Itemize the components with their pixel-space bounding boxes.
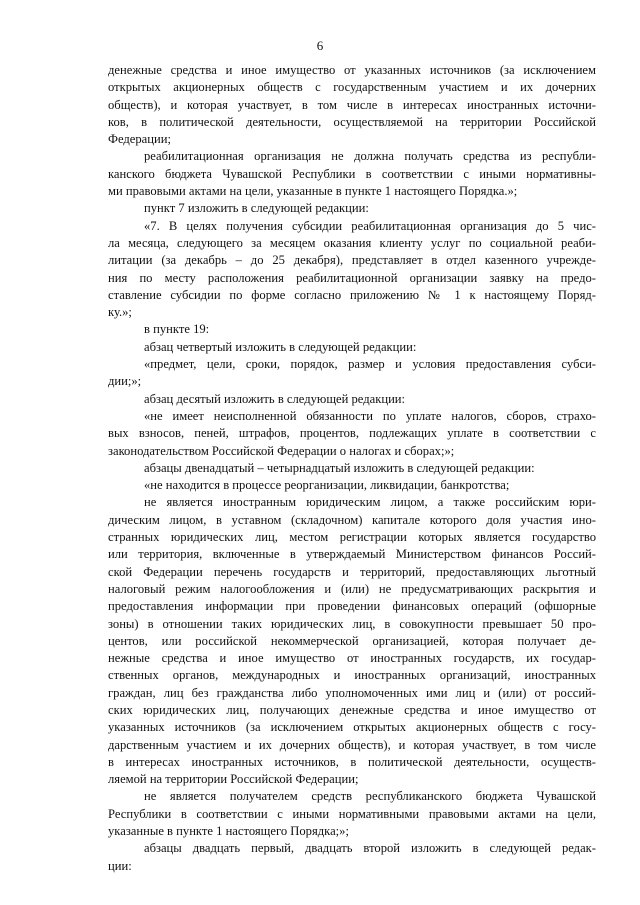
text-line: ции: xyxy=(108,858,132,873)
text-line: нежные средства и иное имущество от иностранных государств, их государ- xyxy=(108,651,596,666)
text-line: открытых акционерных обществ с государственным участием и их дочерних xyxy=(108,80,596,95)
text-line: абзацы двенадцатый – четырнадцатый изложить в следующей редакции: xyxy=(144,460,535,475)
text-line: предоставления информации при проведении финансовых операций (офшорные xyxy=(108,599,596,614)
text-line: ков, в политической деятельности, осуществляемой на территории Российской xyxy=(108,114,596,129)
text-line: ми правовыми актами на цели, указанные в пункте 1 настоящего Порядка.»; xyxy=(108,184,518,199)
text-line: ставление субсидии по форме согласно приложению № 1 к настоящему Поряд- xyxy=(108,287,596,302)
text-line: «не имеет неисполненной обязанности по уплате налогов, сборов, страхо- xyxy=(144,408,596,423)
text-line: не является получателем средств республиканского бюджета Чувашской xyxy=(144,789,596,804)
text-line: пункт 7 изложить в следующей редакции: xyxy=(144,201,369,216)
text-line: законодательством Российской Федерации о налогах и сборах;»; xyxy=(108,443,455,458)
text-line: указанные в пункте 1 настоящего Порядка;»; xyxy=(108,824,349,839)
text-line: абзацы двадцать первый, двадцать второй изложить в следующей редак- xyxy=(144,841,596,856)
text-line: реабилитационная организация не должна получать средства из республи- xyxy=(144,149,596,164)
text-line: «не находится в процессе реорганизации, ликвидации, банкротства; xyxy=(144,478,510,493)
document-body xyxy=(108,62,596,875)
text-line: Республики в соответствии с иными нормативными правовыми актами на цели, xyxy=(108,806,596,821)
text-line: обществ), и которая участвует, в том числе в интересах иностранных источни- xyxy=(108,97,596,112)
text-line: центов, или российской некоммерческой организацией, которая получает де- xyxy=(108,633,596,648)
text-line: странных юридических лиц, местом регистрации которых является государство xyxy=(108,530,596,545)
text-line: налоговый режим налогообложения и (или) не предусматривающих раскрытия и xyxy=(108,581,596,596)
text-line: зоны) в отношении таких юридических лиц, в совокупности превышает 50 про- xyxy=(108,616,596,631)
text-line: ла месяца, следующего за месяцем оказания клиенту услуг по социальной реаби- xyxy=(108,235,596,250)
text-line: ляемой на территории Российской Федерации; xyxy=(108,772,359,787)
text-line: «7. В целях получения субсидии реабилитационная организация до 5 чис- xyxy=(144,218,596,233)
text-line: или территория, включенные в утверждаемый Министерством финансов Россий- xyxy=(108,547,596,562)
text-line: дарственным участием и их дочерних обществ), и которая участвует, в том числе xyxy=(108,737,596,752)
text-line: граждан, лиц без гражданства либо уполномоченных ими лиц и (или) от россий- xyxy=(108,685,596,700)
text-line: канского бюджета Чувашской Республики в соответствии с иными нормативны- xyxy=(108,166,596,181)
text-line: «предмет, цели, сроки, порядок, размер и условия предоставления субси- xyxy=(144,357,596,372)
page-number: 6 xyxy=(316,38,324,53)
text-line: вых взносов, пеней, штрафов, процентов, подлежащих уплате в соответствии с xyxy=(108,426,596,441)
text-line: указанных источников (за исключением открытых акционерных обществ с госу- xyxy=(108,720,596,735)
text-line: абзац десятый изложить в следующей редакции: xyxy=(144,391,406,406)
text-line: литации (за декабрь – до 25 декабря), представляет в отдел казенного учрежде- xyxy=(108,253,596,268)
text-line: ских юридических лиц, получающих денежные средства и иное имущество от xyxy=(108,702,596,717)
text-line: ственных органов, международных и иностранных организаций, иностранных xyxy=(108,668,596,683)
text-line: дии;»; xyxy=(108,374,142,389)
text-line: дическим лицом, в уставном (складочном) капитале которого доля участия ино- xyxy=(108,512,596,527)
text-line: в пункте 19: xyxy=(144,322,210,337)
text-line: абзац четвертый изложить в следующей редакции: xyxy=(144,339,417,354)
text-line: ской Федерации перечень государств и территорий, предоставляющих льготный xyxy=(108,564,596,579)
text-line: не является иностранным юридическим лицом, а также российским юри- xyxy=(144,495,596,510)
text-line: ния по месту расположения реабилитационной организации заявку на предо- xyxy=(108,270,596,285)
text-line: в интересах иностранных источников, в политической деятельности, осуществ- xyxy=(108,754,596,769)
text-line: денежные средства и иное имущество от указанных источников (за исключением xyxy=(108,63,596,77)
text-line: Федерации; xyxy=(108,132,171,147)
text-line: ку.»; xyxy=(108,305,132,320)
